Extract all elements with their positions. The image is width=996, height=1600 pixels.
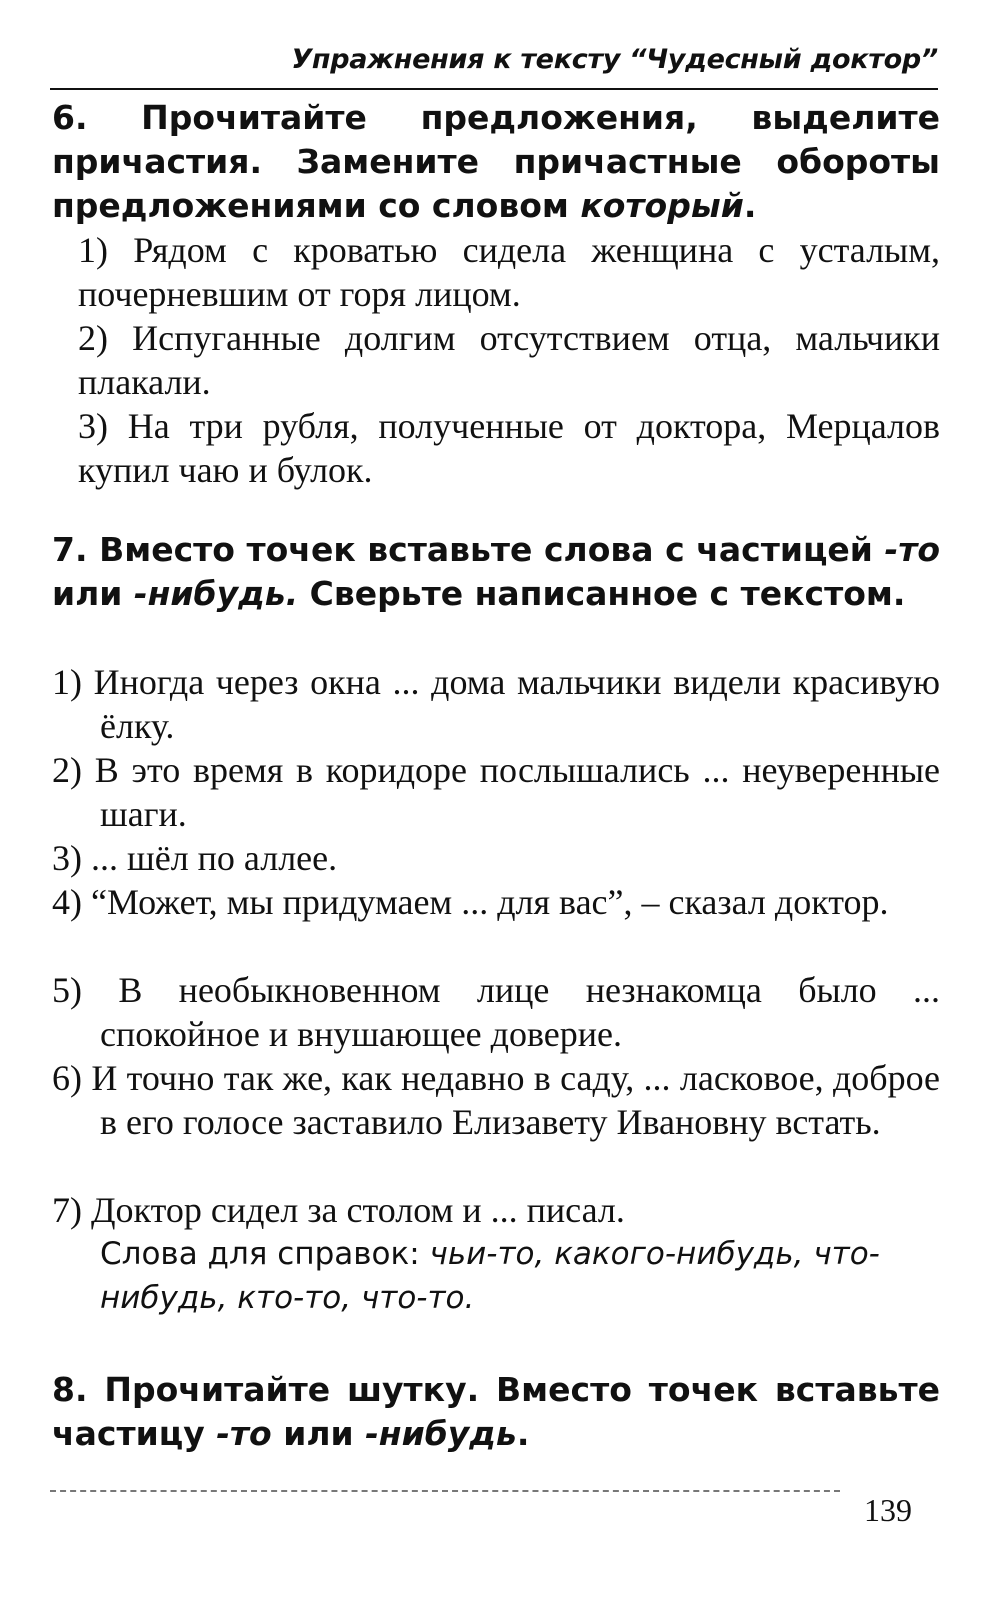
item-text: “Может, мы придумаем ... для вас”, – сказал доктор. [91,882,889,922]
task-7-item-4 [52,880,940,924]
task-7-item-3 [52,836,940,880]
task-6-instruction [52,96,940,228]
task-7-italic-1: -то [884,530,940,569]
task-7-item-1 [52,660,940,748]
task-6-end: . [743,186,757,225]
item-number: 7) [52,1190,82,1230]
task-7-mid: или [52,574,134,613]
item-text: ... шёл по аллее. [91,838,338,878]
item-number: 5) [52,970,82,1010]
item-text: И точно так же, как недавно в саду, ... ласковое, доброе в его голосе заставило Елизавету Ивановну встать. [91,1058,941,1142]
task-7-end: Сверьте написанное с текстом. [298,574,906,613]
task-7-item-7 [52,1188,940,1232]
task-7-item-2 [52,748,940,836]
task-8-italic-1: -то [216,1414,272,1453]
task-7-instruction [52,528,940,616]
item-number: 6) [52,1058,82,1098]
task-7-item-5 [52,968,940,1056]
item-text: Доктор сидел за столом и ... писал. [91,1190,625,1230]
item-number: 2) [52,750,82,790]
footer-rule [50,1490,840,1492]
task-8-mid: или [271,1414,366,1453]
reference-list: чьи-то, какого-нибудь, что-нибудь, кто-то, что-то. [100,1236,880,1316]
task-7-italic-2: -нибудь. [133,574,299,613]
task-8-instruction [52,1368,940,1456]
task-6-lead: 6. Прочитайте предложения, выделите причастия. Замените причастные обороты предложениями со словом [52,98,940,225]
task-6-item-2: 2) Испуганные долгим отсутствием отца, мальчики плакали. [78,318,940,402]
page-number: 139 [864,1492,912,1528]
item-number: 1) [52,662,82,702]
task-7-item-6 [52,1056,940,1144]
task-6-italic-word: который [580,186,744,225]
item-text: В необыкновенном лице незнакомца было ... спокойное и внушающее доверие. [100,970,940,1054]
reference-label: Слова для справок: [100,1236,430,1272]
reference-words [100,1232,940,1320]
task-7-lead: 7. Вместо точек вставьте слова с частицей [52,530,885,569]
task-8-italic-2: -нибудь [365,1414,517,1453]
task-8-end: . [516,1414,530,1453]
item-text: В это время в коридоре послышались ... неуверенные шаги. [94,750,941,834]
header-rule [50,88,938,90]
item-text: Иногда через окна ... дома мальчики видели красивую ёлку. [93,662,940,746]
task-6-item-1: 1) Рядом с кроватью сидела женщина с усталым, почерневшим от горя лицом. [78,230,940,314]
item-number: 3) [52,838,82,878]
task-8-lead: 8. Прочитайте шутку. Вместо точек вставьте частицу [52,1370,940,1453]
task-6-item-3: 3) На три рубля, полученные от доктора, Мерцалов купил чаю и булок. [78,406,940,490]
item-number: 4) [52,882,82,922]
running-head: Упражнения к тексту “Чудесный доктор” [291,44,938,75]
